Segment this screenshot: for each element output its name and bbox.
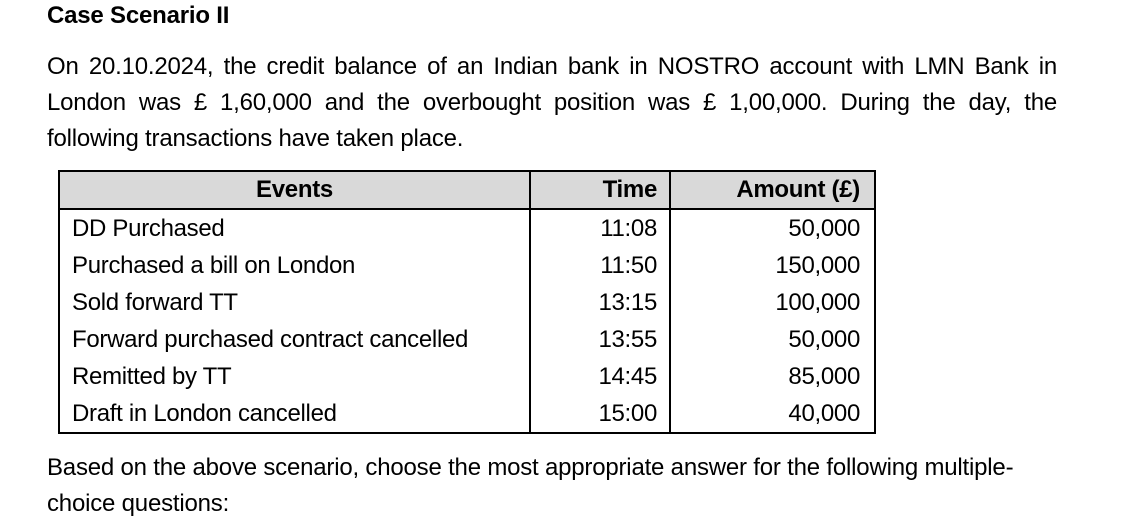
case-scenario-heading: Case Scenario II xyxy=(47,2,230,29)
cell-time: 15:00 xyxy=(530,395,670,433)
cell-amount: 85,000 xyxy=(670,358,875,395)
table-row xyxy=(59,321,875,358)
instructions-paragraph: Based on the above scenario, choose the most appropriate answer for the following multiple-choice questions: xyxy=(47,454,1014,517)
cell-amount: 150,000 xyxy=(670,247,875,284)
cell-time: 13:55 xyxy=(530,321,670,358)
cell-event: Sold forward TT xyxy=(59,284,530,321)
cell-event: DD Purchased xyxy=(59,209,530,247)
cell-time: 11:50 xyxy=(530,247,670,284)
table-row xyxy=(59,209,875,247)
cell-time: 13:15 xyxy=(530,284,670,321)
cell-time: 14:45 xyxy=(530,358,670,395)
cell-amount: 50,000 xyxy=(670,321,875,358)
table-header-row xyxy=(59,171,875,209)
scenario-intro-paragraph: On 20.10.2024, the credit balance of an Indian bank in NOSTRO account with LMN Bank in London was £ 1,60,000 and the overbought position was £ 1,00,000. During the day, the following transactions have taken place. xyxy=(47,53,1057,152)
header-amount: Amount (£) xyxy=(670,171,875,209)
cell-event: Remitted by TT xyxy=(59,358,530,395)
cell-event: Purchased a bill on London xyxy=(59,247,530,284)
table-row xyxy=(59,358,875,395)
cell-amount: 40,000 xyxy=(670,395,875,433)
cell-time: 11:08 xyxy=(530,209,670,247)
cell-event: Draft in London cancelled xyxy=(59,395,530,433)
cell-amount: 50,000 xyxy=(670,209,875,247)
table-row xyxy=(59,284,875,321)
cell-event: Forward purchased contract cancelled xyxy=(59,321,530,358)
document-page xyxy=(47,0,1057,522)
transactions-table xyxy=(58,170,876,434)
header-events: Events xyxy=(59,171,530,209)
cell-amount: 100,000 xyxy=(670,284,875,321)
table-row xyxy=(59,247,875,284)
table-row xyxy=(59,395,875,433)
header-time: Time xyxy=(530,171,670,209)
